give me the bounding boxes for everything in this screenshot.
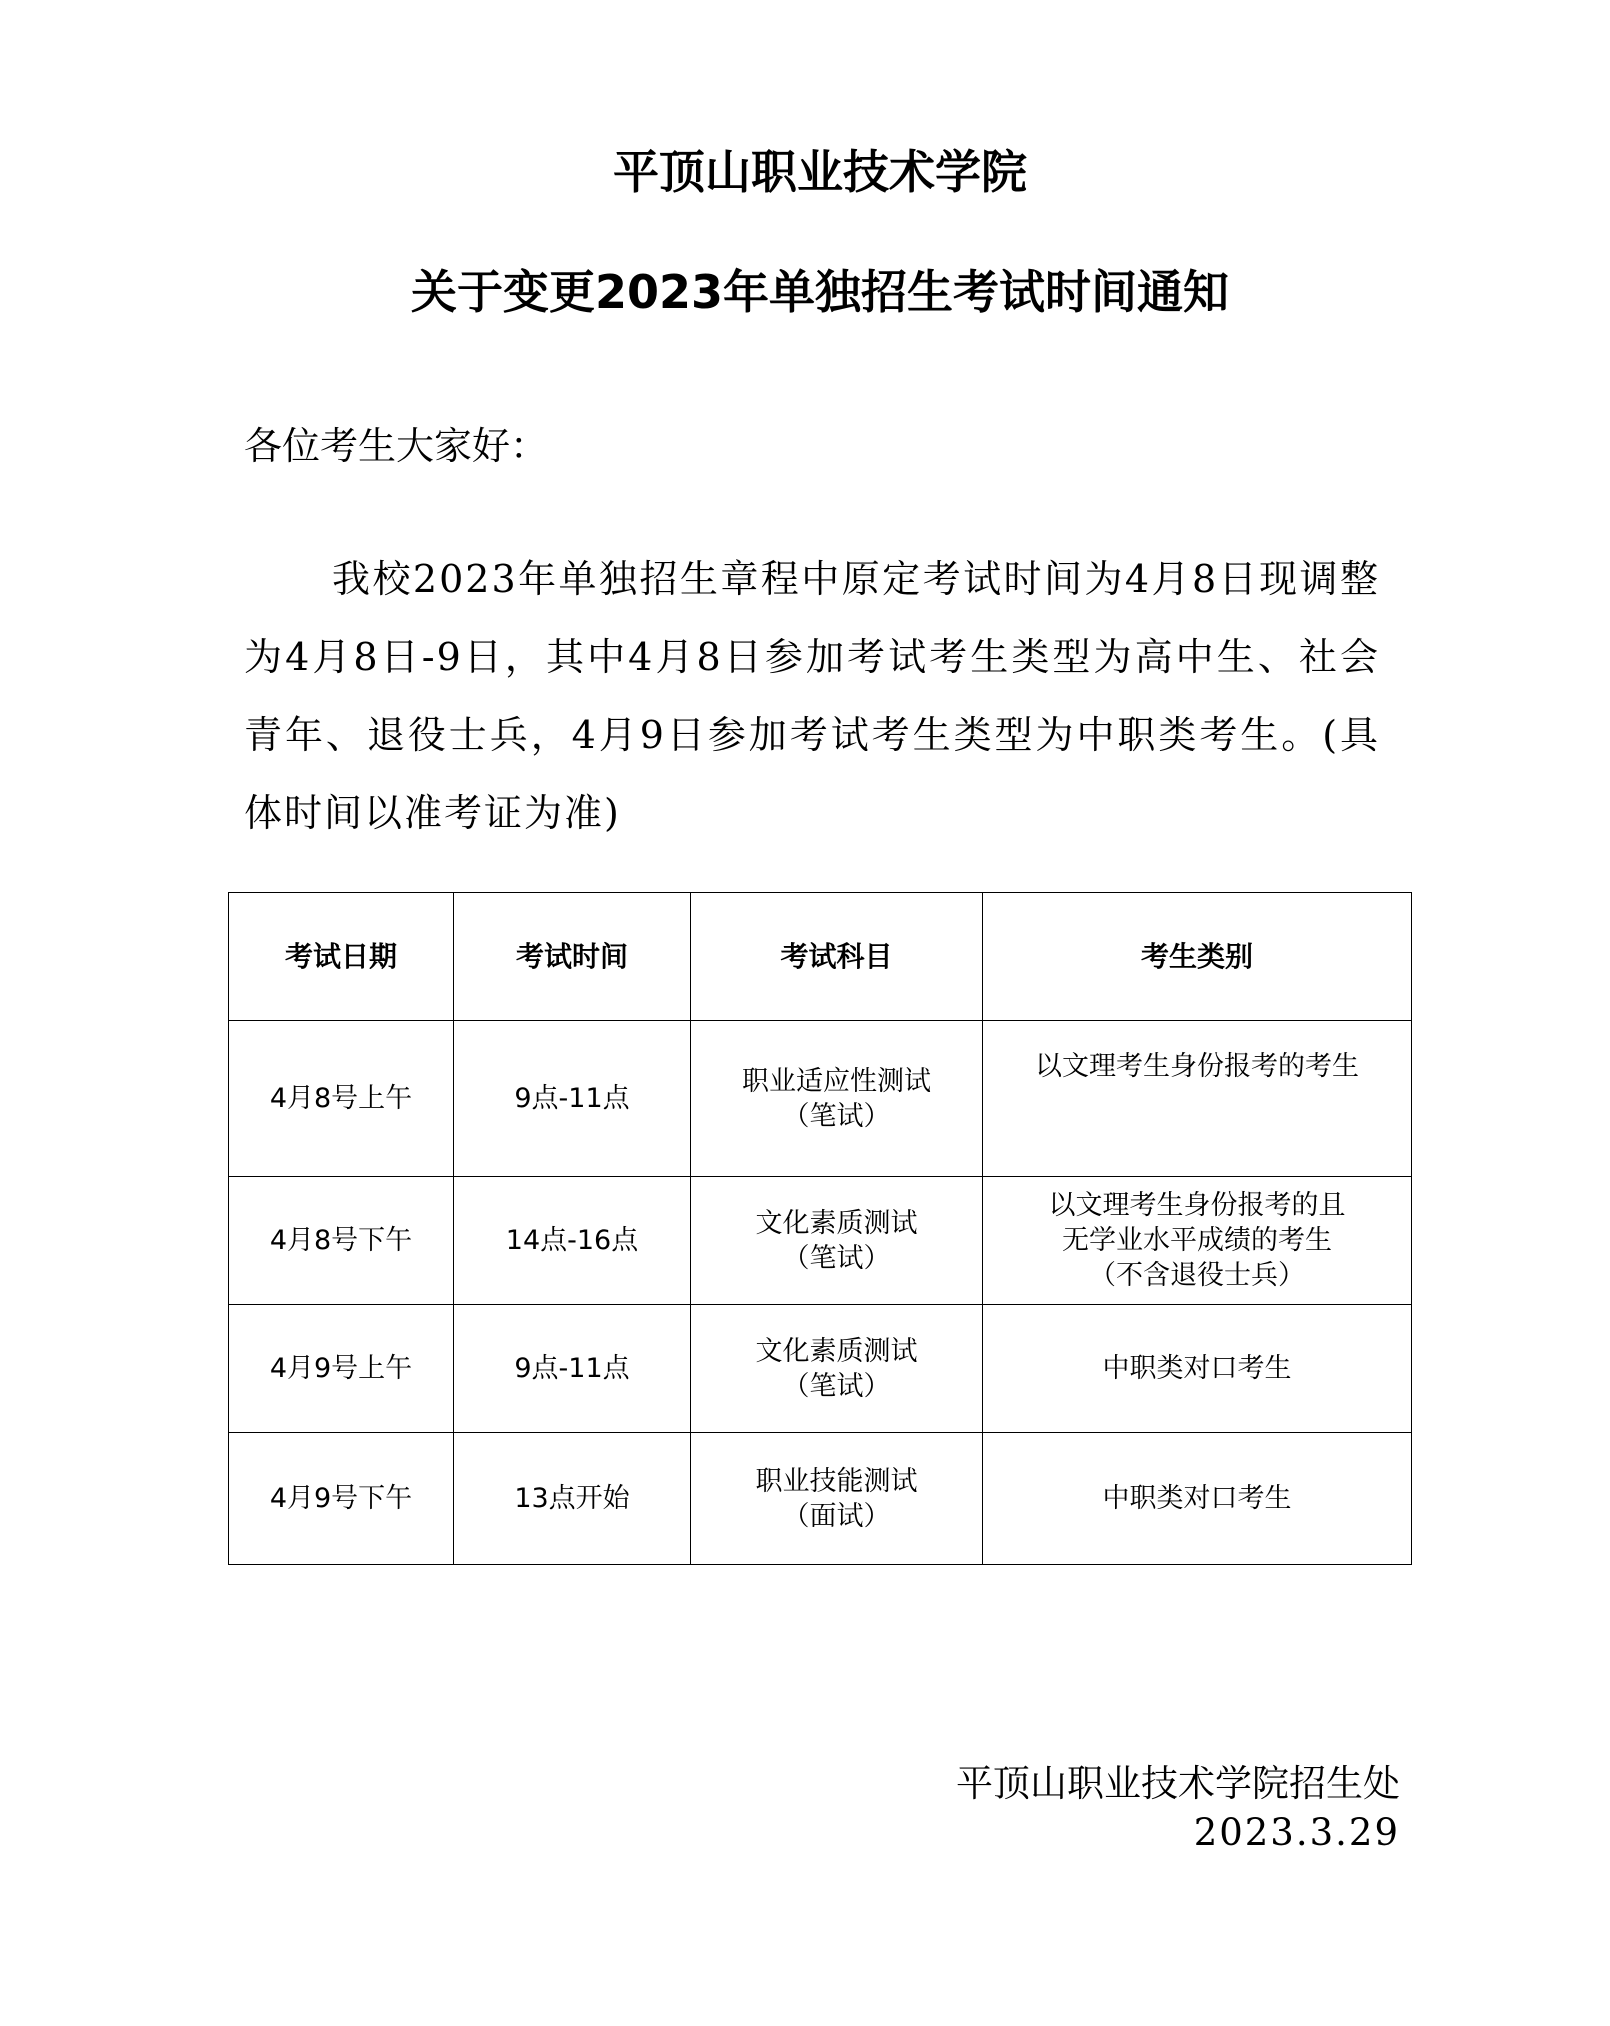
cell-category — [983, 1305, 1412, 1433]
cell-category — [983, 1433, 1412, 1565]
document-title-institution: 平顶山职业技术学院 — [613, 145, 1027, 199]
category-line: 以文理考生身份报考的且 — [1048, 1190, 1346, 1221]
subject-name: 职业技能测试 — [755, 1465, 918, 1497]
table-row — [229, 1305, 1412, 1433]
notice-paragraph: 我校2023年单独招生章程中原定考试时间为4月8日现调整为4月8日-9日，其中4月8日参加考试考生类型为高中生、社会青年、退役士兵，4月9日参加考试考生类型为中职类考生。(具体时间以准考证为准) — [244, 557, 1380, 835]
exam-schedule-table — [228, 892, 1412, 1565]
document-title-notice — [0, 262, 1610, 322]
header-exam-time: 考试时间 — [454, 893, 691, 1021]
subject-mode: （面试） — [782, 1500, 891, 1532]
cell-time: 13点开始 — [454, 1433, 691, 1565]
cell-time: 9点-11点 — [454, 1305, 691, 1433]
title-notice-suffix: 年单独招生考试时间通知 — [723, 265, 1230, 319]
footer-issuing-office: 平顶山职业技术学院招生处 — [956, 1762, 1400, 1805]
cell-subject — [691, 1021, 983, 1177]
subject-mode: （笔试） — [782, 1242, 891, 1274]
cell-date: 4月8号上午 — [229, 1021, 454, 1177]
subject-name: 文化素质测试 — [755, 1335, 918, 1367]
category-line: 中职类对口考生 — [1102, 1483, 1292, 1514]
header-exam-date: 考试日期 — [229, 893, 454, 1021]
category-line: 无学业水平成绩的考生 — [1062, 1225, 1332, 1256]
cell-subject — [691, 1305, 983, 1433]
category-line: 以文理考生身份报考的考生 — [1035, 1051, 1359, 1082]
cell-date: 4月9号上午 — [229, 1305, 454, 1433]
cell-category — [983, 1177, 1412, 1305]
footer-issue-date: 2023.3.29 — [1193, 1811, 1400, 1854]
subject-name: 职业适应性测试 — [742, 1065, 931, 1097]
table-header-row — [229, 893, 1412, 1021]
title-notice-year: 2023 — [594, 265, 724, 319]
table-row — [229, 1177, 1412, 1305]
cell-date: 4月8号下午 — [229, 1177, 454, 1305]
subject-mode: （笔试） — [782, 1370, 891, 1402]
category-line: （不含退役士兵） — [1089, 1260, 1305, 1291]
cell-subject — [691, 1177, 983, 1305]
table-row — [229, 1433, 1412, 1565]
subject-name: 文化素质测试 — [755, 1207, 918, 1239]
category-line: 中职类对口考生 — [1102, 1353, 1292, 1384]
cell-subject — [691, 1433, 983, 1565]
cell-time: 14点-16点 — [454, 1177, 691, 1305]
cell-time: 9点-11点 — [454, 1021, 691, 1177]
title-notice-prefix: 关于变更 — [410, 265, 595, 319]
table-row — [229, 1021, 1412, 1177]
greeting-text: 各位考生大家好： — [244, 424, 549, 468]
header-exam-subject: 考试科目 — [691, 893, 983, 1021]
cell-date: 4月9号下午 — [229, 1433, 454, 1565]
subject-mode: （笔试） — [782, 1100, 891, 1132]
header-candidate-category: 考生类别 — [983, 893, 1412, 1021]
cell-category — [983, 1021, 1412, 1177]
